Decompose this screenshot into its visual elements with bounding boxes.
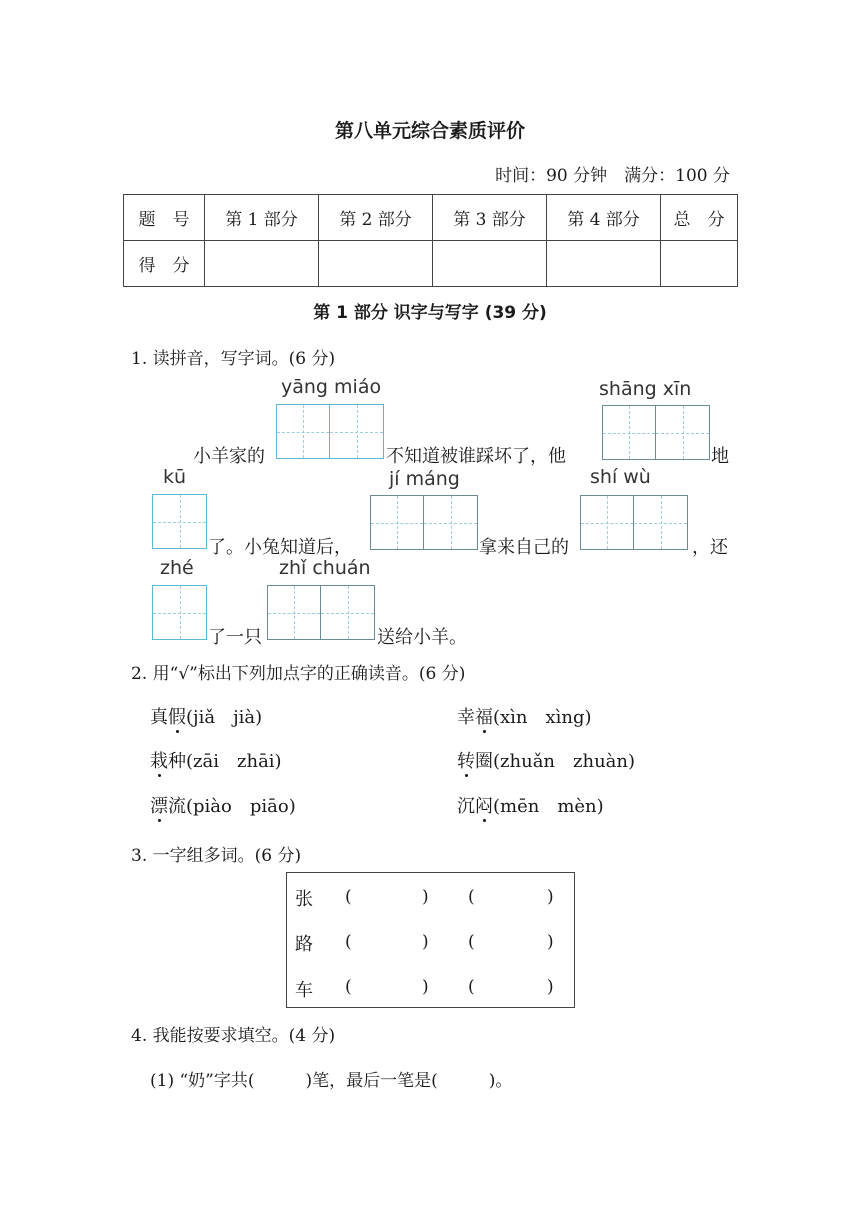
score-row-label: 得 分 — [124, 241, 205, 287]
exam-meta: 时间：90 分钟 满分：100 分 — [495, 166, 730, 186]
reading-item[interactable]: 转圈(zhuǎn zhuàn) — [457, 747, 635, 773]
answer-grid[interactable] — [602, 405, 710, 460]
word-group-box — [286, 872, 575, 1008]
score-cell[interactable] — [661, 241, 738, 287]
word-char: 车 — [295, 980, 313, 1001]
pinyin-label: shí wù — [590, 466, 651, 488]
q1-title: 1. 读拼音，写字词。(6 分) — [131, 349, 336, 369]
sentence-text: 小羊家的 — [193, 446, 265, 467]
answer-grid[interactable] — [276, 404, 384, 459]
paren-open: ( — [345, 887, 352, 907]
q2-title: 2. 用“√”标出下列加点字的正确读音。(6 分) — [131, 664, 466, 684]
header-cell: 题 号 — [124, 195, 205, 241]
sentence-text: 送给小羊。 — [377, 627, 467, 648]
sentence-text: 不知道被谁踩坏了，他 — [386, 446, 566, 467]
sentence-text: ，还 — [692, 537, 728, 558]
q4-item: (1) “奶”字共( )笔，最后一笔是( )。 — [150, 1071, 513, 1091]
pinyin-label: shāng xīn — [599, 378, 692, 400]
paren-close: ) — [547, 887, 554, 907]
reading-item[interactable]: 幸福(xìn xìng) — [457, 703, 592, 729]
pinyin-label: kū — [163, 466, 187, 488]
sentence-text: 了一只 — [208, 627, 262, 648]
sentence-text: 了。小兔知道后， — [208, 537, 352, 558]
reading-item[interactable]: 沉闷(mēn mèn) — [457, 792, 604, 818]
pinyin-label: jí máng — [389, 468, 460, 490]
score-table — [123, 194, 738, 287]
paren-close: ) — [422, 887, 429, 907]
paren-open: ( — [345, 932, 352, 952]
header-cell: 第 4 部分 — [547, 195, 661, 241]
score-table-score-row — [124, 241, 738, 287]
q4-title: 4. 我能按要求填空。(4 分) — [131, 1026, 336, 1046]
pinyin-label: zhé — [160, 557, 194, 579]
paren-close: ) — [422, 932, 429, 952]
reading-item[interactable]: 真假(jiǎ jià) — [150, 703, 262, 729]
section-heading: 第 1 部分 识字与写字 (39 分) — [313, 303, 547, 323]
word-char: 张 — [295, 889, 313, 910]
header-cell: 总 分 — [661, 195, 738, 241]
sentence-text: 拿来自己的 — [479, 537, 569, 558]
reading-item[interactable]: 栽种(zāi zhāi) — [150, 747, 282, 773]
answer-grid[interactable] — [580, 495, 688, 550]
paren-open: ( — [468, 887, 475, 907]
paren-close: ) — [547, 932, 554, 952]
pinyin-label: yāng miáo — [281, 376, 382, 398]
score-cell[interactable] — [433, 241, 547, 287]
paren-open: ( — [345, 977, 352, 997]
header-cell: 第 2 部分 — [319, 195, 433, 241]
answer-grid[interactable] — [152, 494, 207, 549]
score-cell[interactable] — [319, 241, 433, 287]
score-cell[interactable] — [205, 241, 319, 287]
answer-grid[interactable] — [152, 585, 207, 640]
answer-grid[interactable] — [370, 495, 478, 550]
page-title: 第八单元综合素质评价 — [334, 120, 525, 142]
score-table-header-row — [124, 195, 738, 241]
paren-open: ( — [468, 932, 475, 952]
q3-title: 3. 一字组多词。(6 分) — [131, 846, 302, 866]
pinyin-label: zhǐ chuán — [279, 557, 371, 579]
reading-item[interactable]: 漂流(piào piāo) — [150, 792, 296, 818]
answer-grid[interactable] — [267, 585, 375, 640]
paren-close: ) — [547, 977, 554, 997]
paren-close: ) — [422, 977, 429, 997]
score-cell[interactable] — [547, 241, 661, 287]
sentence-text: 地 — [711, 446, 729, 467]
paren-open: ( — [468, 977, 475, 997]
word-char: 路 — [295, 934, 313, 955]
header-cell: 第 1 部分 — [205, 195, 319, 241]
header-cell: 第 3 部分 — [433, 195, 547, 241]
